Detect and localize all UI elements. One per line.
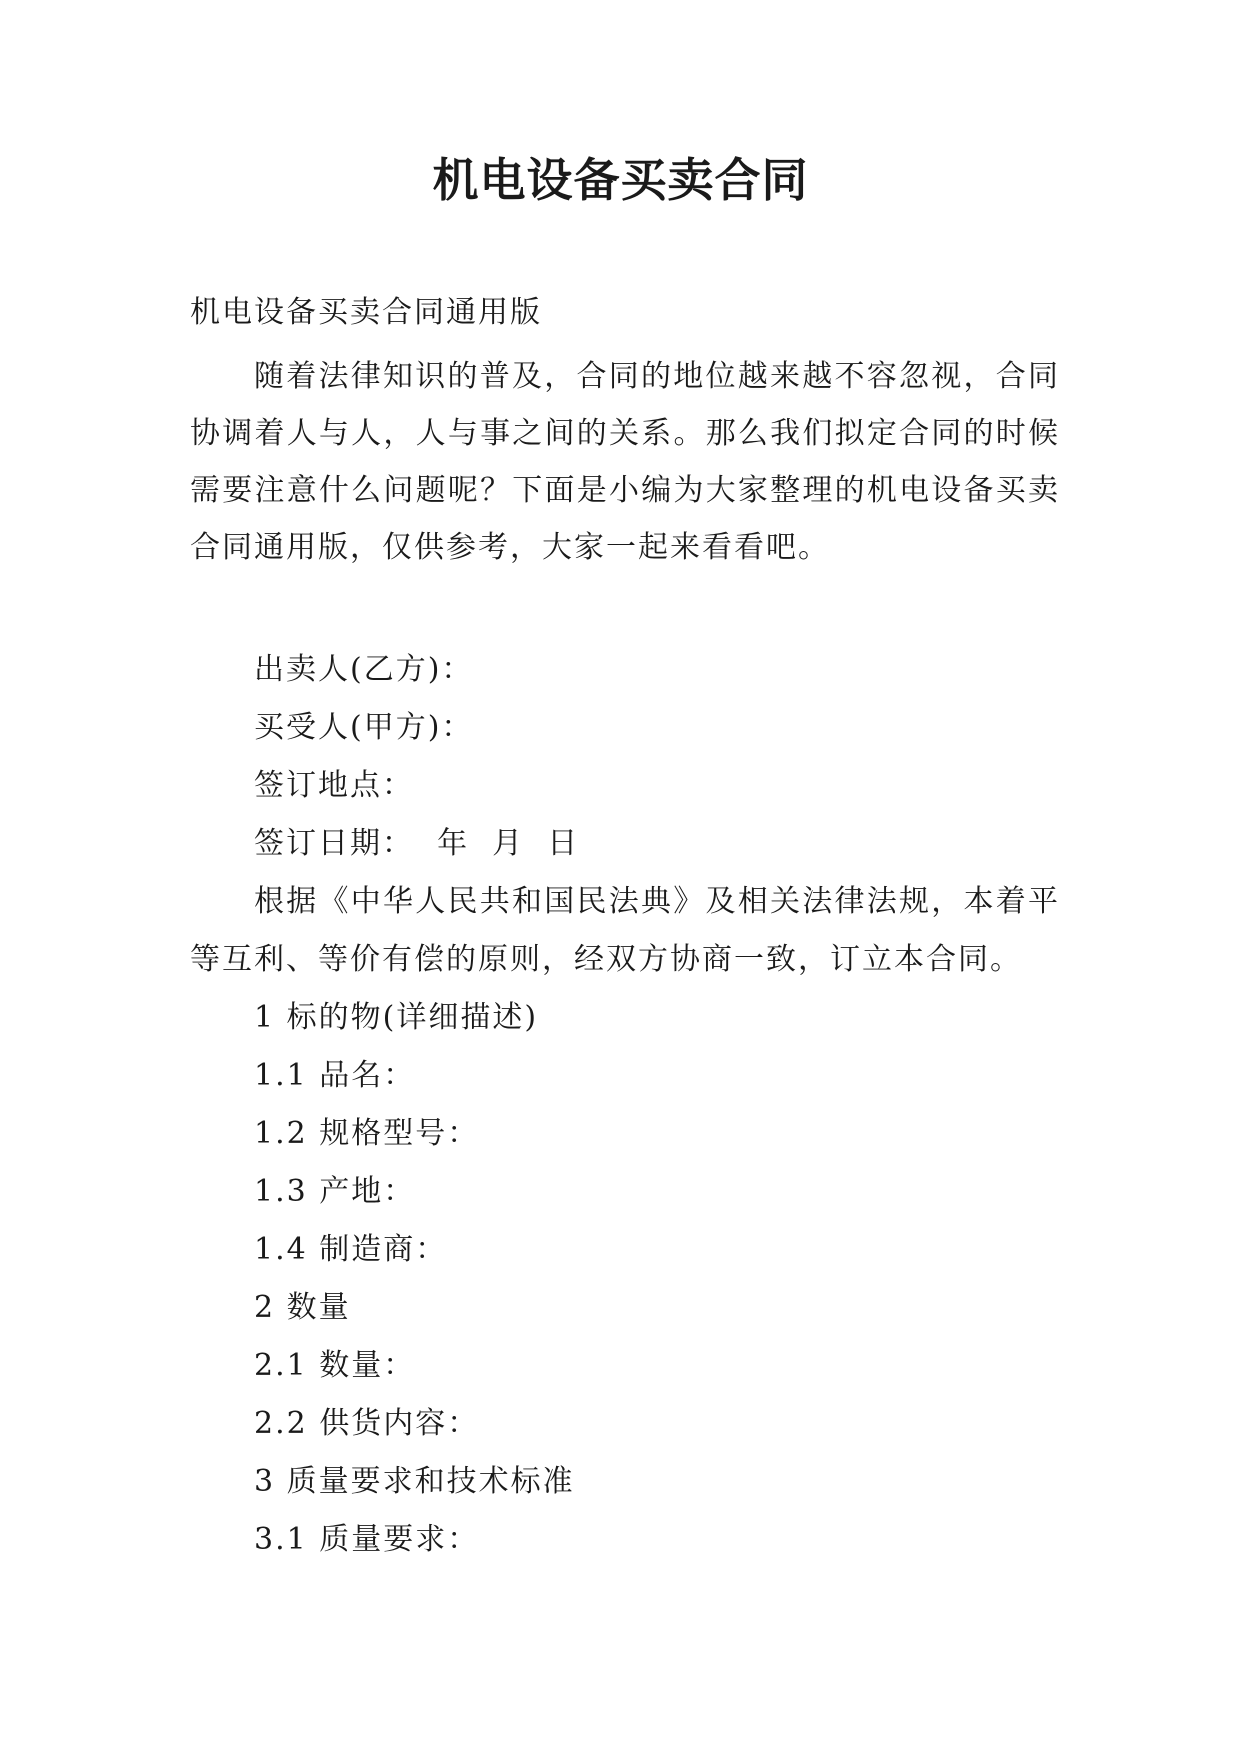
clause-item: 1 标的物(详细描述) bbox=[254, 1000, 539, 1035]
clause-item: 1.3 产地： bbox=[254, 1174, 416, 1209]
clause-item: 2 数量 bbox=[254, 1290, 351, 1325]
intro-paragraph: 随着法律知识的普及，合同的地位越来越不容忽视，合同协调着人与人，人与事之间的关系。那么我们拟定合同的时候需要注意什么问题呢？下面是小编为大家整理的机电设备买卖合同通用版，仅供参考，大家一起来看看吧。 bbox=[190, 359, 1060, 565]
clause-item: 2.1 数量： bbox=[254, 1348, 416, 1383]
document-title: 机电设备买卖合同 bbox=[432, 153, 809, 207]
clause-item: 3 质量要求和技术标准 bbox=[254, 1464, 575, 1499]
clause-item: 1.4 制造商： bbox=[254, 1232, 448, 1267]
clause-item: 1.1 品名： bbox=[254, 1058, 416, 1093]
signing-date-field: 签订日期： 年 月 日 bbox=[254, 826, 580, 861]
buyer-field: 买受人(甲方)： bbox=[254, 710, 474, 745]
seller-field: 出卖人(乙方)： bbox=[254, 652, 474, 687]
clause-item: 2.2 供货内容： bbox=[254, 1406, 480, 1441]
contract-body bbox=[190, 641, 1070, 1569]
signing-place-field: 签订地点： bbox=[254, 768, 414, 803]
clause-item: 1.2 规格型号： bbox=[254, 1116, 480, 1151]
document-subtitle: 机电设备买卖合同通用版 bbox=[190, 295, 542, 330]
basis-paragraph: 根据《中华人民共和国民法典》及相关法律法规，本着平等互利、等价有偿的原则，经双方协商一致，订立本合同。 bbox=[190, 884, 1060, 977]
clause-item: 3.1 质量要求： bbox=[254, 1522, 480, 1557]
